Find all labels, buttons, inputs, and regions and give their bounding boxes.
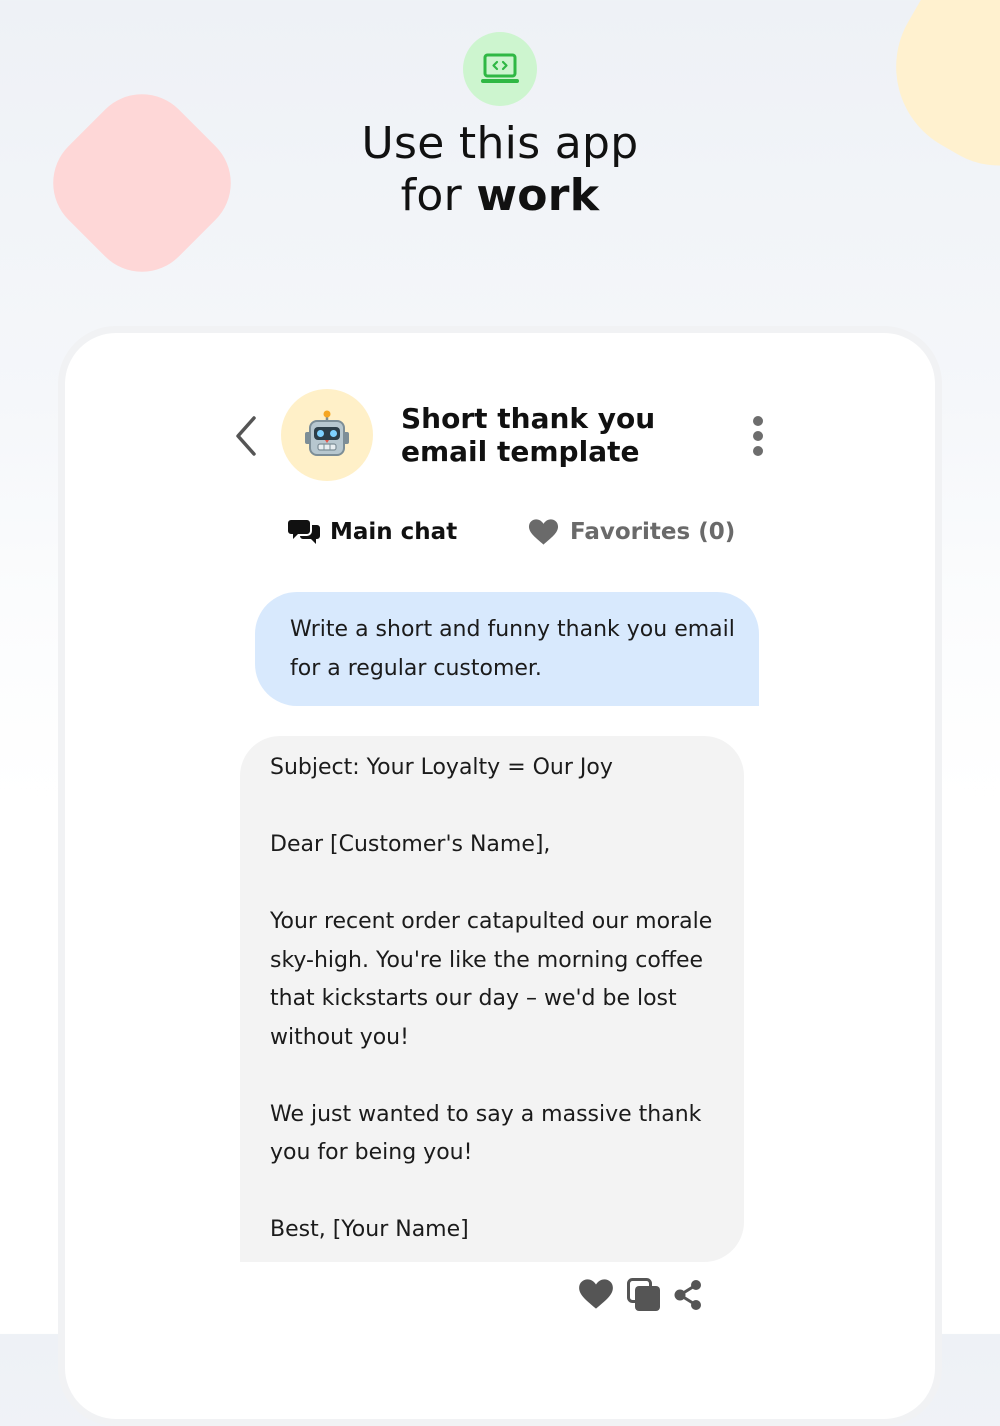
hero-title-line2 [0,170,1000,222]
user-message-text: Write a short and funny thank you email for a regular customer. [290,617,735,681]
email-body-paragraph-1: Your recent order catapulted our morale sky-high. You're like the morning coffee that kickstarts our day – we'd be lost without you! [270,909,713,1050]
vertical-dots-icon [753,416,763,426]
robot-icon [303,410,351,460]
laptop-code-icon [480,52,520,86]
heart-icon [578,1278,614,1310]
tab-main-chat-label: Main chat [330,519,458,545]
favorite-message-button[interactable] [578,1278,614,1314]
assistant-avatar [281,389,373,481]
tab-main-chat[interactable] [288,512,457,552]
email-greeting: Dear [Customer's Name], [270,832,551,857]
hero-title [0,118,1000,222]
user-message-bubble [255,592,759,706]
hero-title-emphasis: work [476,170,600,221]
more-options-button[interactable] [746,412,770,460]
email-signoff: Best, [Your Name] [270,1217,469,1242]
hero-title-line1: Use this app [361,118,639,169]
copy-icon [627,1278,661,1312]
chat-title: Short thank you email template [401,402,656,468]
hero-title-prefix: for [400,170,463,221]
share-message-button[interactable] [673,1280,703,1314]
hero-badge [463,32,537,106]
email-subject: Subject: Your Loyalty = Our Joy [270,755,613,780]
copy-message-button[interactable] [627,1278,661,1316]
back-button[interactable] [230,413,262,459]
assistant-message-bubble[interactable] [240,736,744,1262]
email-body-paragraph-2: We just wanted to say a massive thank you for being you! [270,1101,702,1165]
chat-bubbles-icon [288,518,320,546]
tab-favorites[interactable] [528,512,735,552]
heart-icon [528,518,559,546]
chevron-left-icon [230,413,262,459]
share-icon [673,1280,703,1310]
tab-favorites-label: Favorites (0) [570,519,736,545]
